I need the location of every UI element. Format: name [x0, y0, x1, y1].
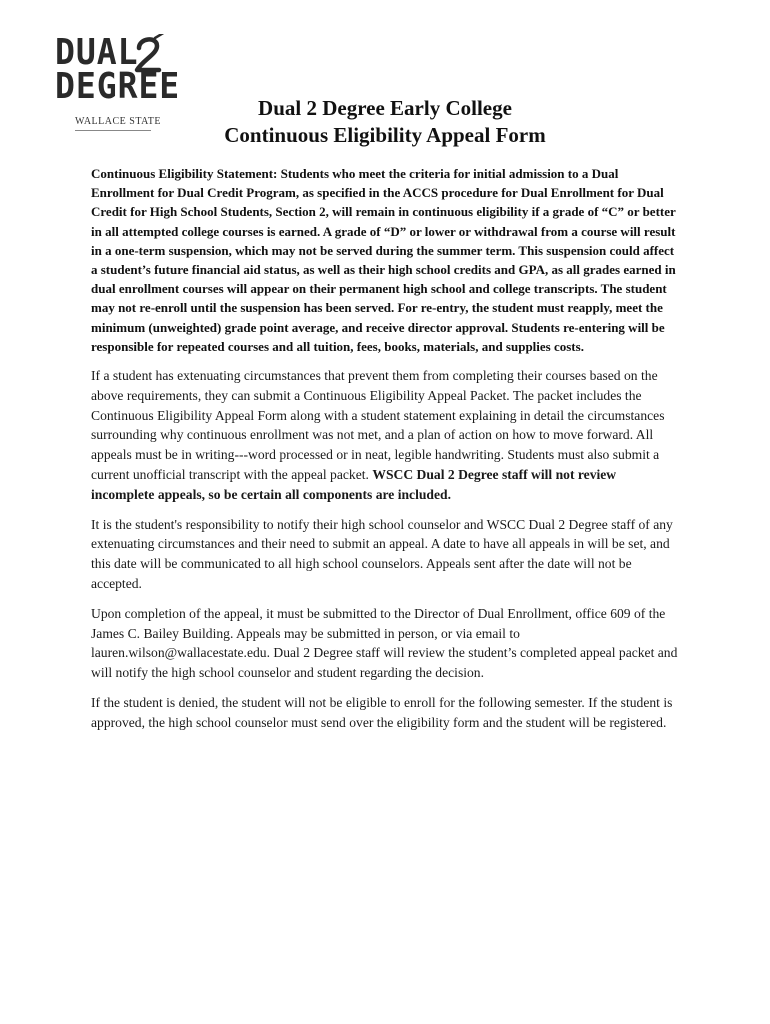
paragraph-text: If a student has extenuating circumstances that prevent them from completing their courses based on the above requirements, they can submit a Continuous Eligibility Appeal Packet. The packet includes the Continuous Eligibility Appeal Form along with a student statement explaining in detail the circumstances surrounding why continuous enrollment was not met, and a plan of action on how to move forward. All appeals must be in writing---word processed or in neat, legible handwriting. Students must also submit a current unofficial transcript with the appeal packet. — [91, 368, 665, 483]
title-line-2: Continuous Eligibility Appeal Form — [224, 123, 546, 147]
eligibility-statement: Continuous Eligibility Statement: Students who meet the criteria for initial admission to a Dual Enrollment for Dual Credit Program, as specified in the ACCS procedure for Dual Enrollment for Dual Credit for High School Students, Section 2, will remain in continuous eligibility if a grade of “C” or better in all attempted college courses is earned. A grade of “D” or lower or withdrawal from a course will result in a one-term suspension, which may not be served during the summer term. This suspension could affect a student’s future financial aid status, as well as their high school credits and GPA, as all grades earned in dual enrollment courses will appear on their permanent high school and college transcripts. The student may not re-enroll until the suspension has been served. For re-entry, the student must reapply, meet the minimum (unweighted) grade point average, and receive director approval. Students re-entering will be responsible for repeated courses and all tuition, fees, books, materials, and supplies costs. — [91, 166, 676, 354]
logo-word-dual: DUAL — [55, 32, 139, 73]
logo-wallace-state: WALLACE STATE — [75, 116, 161, 127]
title-line-1: Dual 2 Degree Early College — [258, 96, 512, 120]
form-title — [0, 95, 770, 149]
document-body — [91, 164, 681, 743]
paragraph-bold-warning: WSCC Dual 2 Degree staff will not review incomplete appeals, so be certain all components are included. — [91, 467, 617, 502]
paragraph-submission: Upon completion of the appeal, it must be submitted to the Director of Dual Enrollment, office 609 of the James C. Bailey Building. Appeals may be submitted in person, or via email to lauren.wilson@wallacestate.edu. Dual 2 Degree staff will review the student’s completed appeal packet and will notify the high school counselor and student regarding the decision. — [91, 605, 678, 681]
paragraph-extenuating-circumstances — [91, 366, 681, 505]
paragraph-student-responsibility: It is the student's responsibility to notify their high school counselor and WSCC Dual 2 Degree staff of any extenuating circumstances and their need to submit an appeal. A date to have all appeals in will be set, and this date will be communicated to all high school counselors. Appeals sent after the date will not be accepted. — [91, 516, 673, 591]
paragraph-decision: If the student is denied, the student will not be eligible to enroll for the following semester. If the student is approved, the high school counselor must send over the eligibility form and the student will be registered. — [91, 694, 673, 730]
logo-numeral-two-icon — [133, 34, 167, 74]
logo-word-degree: DEGREE — [55, 66, 181, 107]
